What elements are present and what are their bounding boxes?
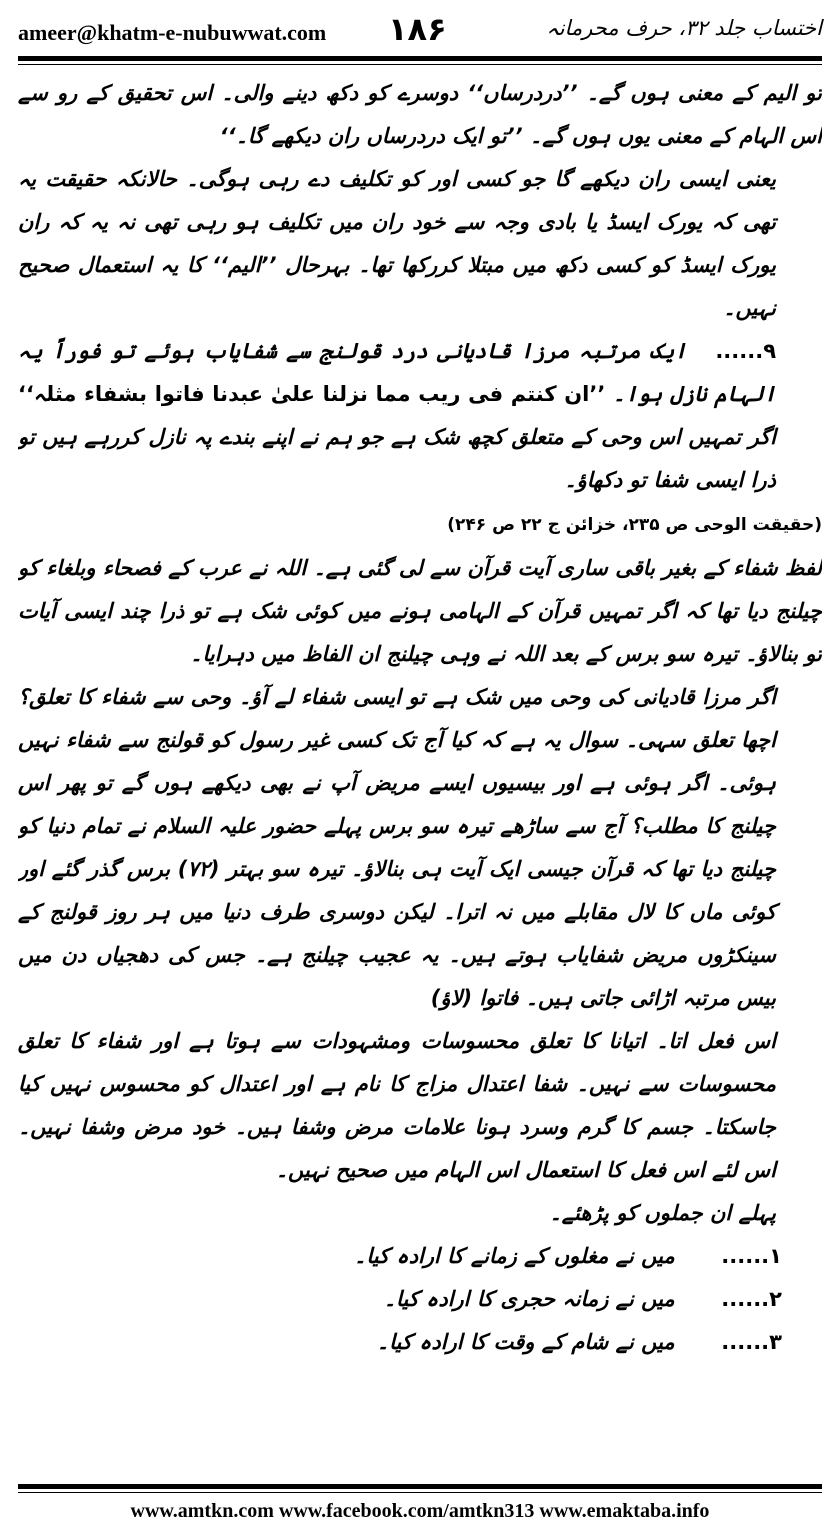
list-item-text: میں نے شام کے وقت کا ارادہ کیا۔ [376, 1330, 675, 1354]
header-rule-thin [18, 64, 822, 65]
item-9 [18, 330, 822, 502]
list-item-number: ۱...... [721, 1244, 782, 1268]
item-9-text-end: اگر تمہیں اس وحی کے متعلق کچھ شک ہے جو ہم نے اپنے بندے پہ نازل کررہے ہیں تو ذرا ایسی شفا تو دکھاؤ۔ [18, 425, 776, 492]
paragraph-4: اگر مرزا قادیانی کی وحی میں شک ہے تو ایسی شفاء لے آؤ۔ وحی سے شفاء کا تعلق؟ اچھا تعلق سہی۔ سوال یہ ہے کہ کیا آج تک کسی غیر رسول کو قولنج سے شفاء نہیں ہوئی۔ اگر ہوئی ہے اور بیسیوں ایسے مریض آپ نے بھی دیکھے ہوں گے تو پھر اس چیلنج کا مطلب؟ آج سے ساڑھے تیرہ سو برس پہلے حضور علیہ السلام نے تمام دنیا کو چیلنج دیا تھا کہ قرآن جیسی ایک آیت ہی بنالاؤ۔ تیرہ سو بہتر (۷۲) برس گذر گئے اور کوئی ماں کا لال مقابلے میں نہ اترا۔ لیکن دوسری طرف دنیا میں ہر روز قولنج کے سینکڑوں مریض شفایاب ہوتے ہیں۔ یہ عجیب چیلنج ہے۔ جس کی دھجیاں دن میں بیس مرتبہ اڑائی جاتی ہیں۔ فاتوا (لاؤ) [18, 685, 776, 1010]
reference-citation [18, 502, 822, 547]
list-item [18, 1235, 822, 1278]
page-number: ۱۸۶ [388, 10, 447, 48]
item-9-arabic-quote: ’’ان کنتم فی ریب مما نزلنا علیٰ عبدنا فاتوا بشفاء مثلہ‘‘ [18, 382, 606, 406]
footer-rule-thin [18, 1492, 822, 1493]
item-9-text-start: ایک مرتبہ مرزا قادیانی درد قولنج سے شفایاب ہوئے تو فوراً یہ الہام نازل ہوا۔ [18, 339, 776, 406]
page-body [18, 72, 822, 1447]
list-item [18, 1321, 822, 1364]
paragraph-5: اس فعل اتا۔ اتیانا کا تعلق محسوسات ومشہودات سے ہوتا ہے اور شفاء کا تعلق محسوسات سے نہیں۔ شفا اعتدال مزاج کا نام ہے اور اعتدال کو محسوس نہیں کیا جاسکتا۔ جسم کا گرم وسرد ہونا علامات مرض وشفا ہیں۔ خود مرض وشفا نہیں۔ اس لئے اس فعل کا استعمال اس الہام میں صحیح نہیں۔ [18, 1029, 776, 1182]
paragraph-3: لفظ شفاء کے بغیر باقی ساری آیت قرآن سے لی گئی ہے۔ اللہ نے عرب کے فصحاء وبلغاء کو چیلنج دیا تھا کہ اگر تمہیں قرآن کے الہامی ہونے میں کوئی شک ہے تو ذرا چند ایسی آیات تو بنالاؤ۔ تیرہ سو برس کے بعد اللہ نے وہی چیلنج ان الفاظ میں دہرایا۔ [18, 556, 822, 666]
list-item [18, 1278, 822, 1321]
paragraph-6: پہلے ان جملوں کو پڑھئے۔ [549, 1201, 776, 1225]
reference-text: (حقیقت الوحی ص ۲۳۵، خزائن ج ۲۲ ص ۲۴۶) [447, 515, 822, 535]
list-item-number: ۲...... [721, 1287, 782, 1311]
page-header [18, 8, 822, 54]
footer-links: www.amtkn.com www.facebook.com/amtkn313 www.emaktaba.info [130, 1500, 710, 1522]
footer-rule-thick [18, 1484, 822, 1489]
paragraph-2: یعنی ایسی ران دیکھے گا جو کسی اور کو تکلیف دے رہی ہوگی۔ حالانکہ حقیقت یہ تھی کہ یورک ایسڈ یا بادی وجہ سے خود ران میں تکلیف ہو رہی تھی نہ یہ کہ ران یورک ایسڈ کو کسی دکھ میں مبتلا کررکھا تھا۔ بہرحال ’’الیم‘‘ کا یہ استعمال صحیح نہیں۔ [18, 167, 776, 320]
list-item-text: میں نے مغلوں کے زمانے کا ارادہ کیا۔ [354, 1244, 675, 1268]
header-rule-thick [18, 56, 822, 61]
list-item-number: ۳...... [721, 1330, 782, 1354]
header-email: ameer@khatm-e-nubuwwat.com [18, 20, 327, 45]
header-title: اختساب جلد ۳۲، حرف محرمانہ [546, 16, 822, 40]
item-9-number: ۹...... [715, 339, 777, 363]
paragraph-1: تو الیم کے معنی ہوں گے۔ ’’دردرساں‘‘ دوسرے کو دکھ دینے والی۔ اس تحقیق کے رو سے اس الہام کے معنی یوں ہوں گے۔ ’’تو ایک دردرساں ران دیکھے گا۔‘‘ [18, 81, 822, 148]
list-item-text: میں نے زمانہ حجری کا ارادہ کیا۔ [383, 1287, 675, 1311]
